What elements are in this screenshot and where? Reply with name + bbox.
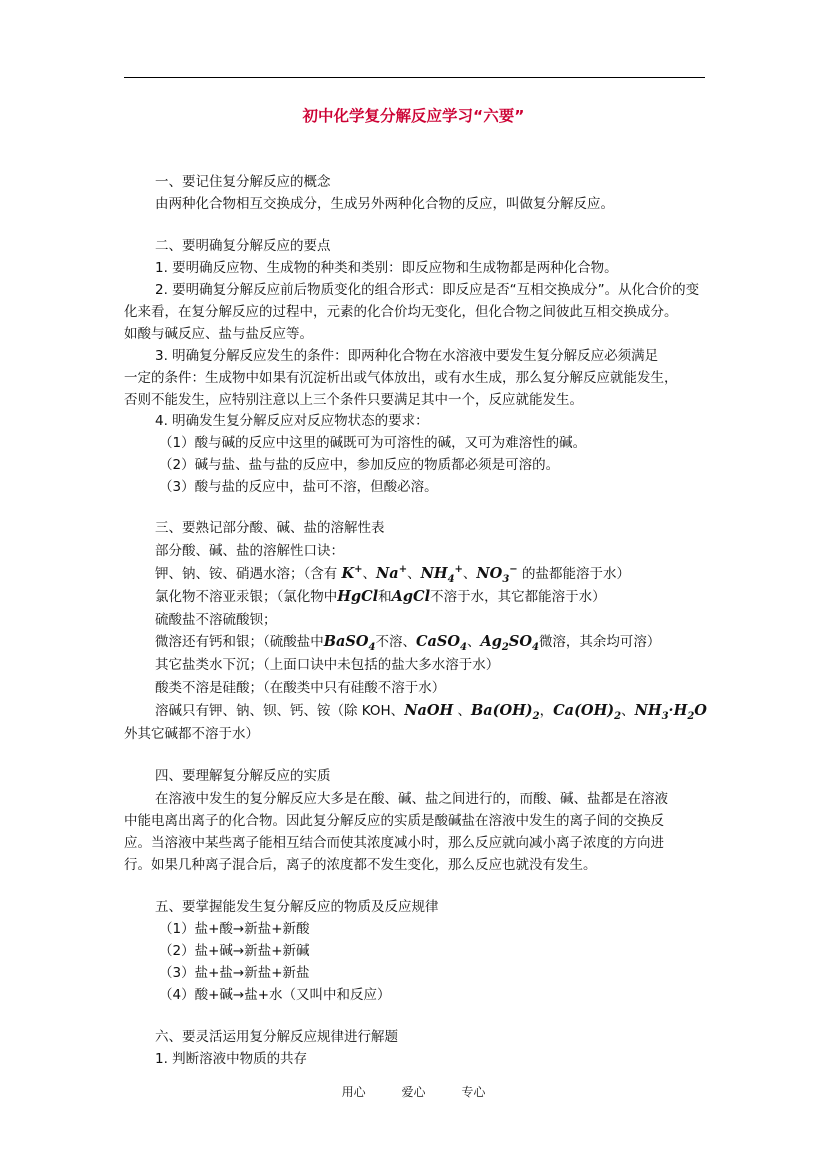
section-4-line-1: 在溶液中发生的复分解反应大多是在酸、碱、盐之间进行的，而酸、碱、盐都是在溶液	[155, 791, 668, 807]
mnemonic-line-4-text: 微溶还有钙和银；（硫酸盐中	[155, 634, 324, 650]
mnemonic-line-3: 硫酸盐不溶硫酸钡；	[155, 612, 277, 628]
section-4-line-2: 中能电离出离子的化合物。因此复分解反应的实质是酸碱盐在溶液中发生的离子间的交换反	[124, 813, 664, 829]
section-5-heading: 五、要掌握能发生复分解反应的物质及反应规律	[155, 899, 439, 915]
footer-word-2: 爱心	[401, 1085, 426, 1099]
section-6-point-1: 1. 判断溶液中物质的共存	[155, 1051, 308, 1067]
section-2-point-2-line-2: 化来看，在复分解反应的过程中，元素的化合价均无变化，但化合物之间彼此互相交换成分。	[124, 304, 678, 320]
and-word: 和	[378, 589, 392, 605]
rule-1: （1）盐+酸→新盐+新酸	[159, 921, 310, 937]
section-2-point-4: 4. 明确发生复分解反应对反应物状态的要求：	[155, 413, 429, 429]
formula-nh3-h2o: $NH_3\cdot H_2O$	[634, 702, 707, 722]
section-1-body: 由两种化合物相互交换成分，生成另外两种化合物的反应，叫做复分解反应。	[155, 196, 614, 212]
section-3-heading: 三、要熟记部分酸、碱、盐的溶解性表	[155, 520, 385, 536]
formula-caoh2: $Ca(OH)_2$	[553, 702, 622, 722]
section-2-point-4-item-2: （2）碱与盐、盐与盐的反应中，参加反应的物质都必须是可溶的。	[159, 457, 560, 473]
mnemonic-line-7: 溶碱只有钾、钠、钡、钙、铵（除 KOH、NaOH 、$Ba(OH)_2$，$Ca(OH)_2$、$NH_3\cdot H_2O$	[155, 702, 707, 722]
mnemonic-line-2-text: 氯化物不溶亚汞银；（氯化物中	[155, 589, 338, 605]
formula-agcl: AgCl	[391, 588, 431, 605]
section-2-point-3-line-1: 3. 明确复分解反应发生的条件：即两种化合物在水溶液中要发生复分解反应必须满足	[155, 348, 659, 364]
section-4-heading: 四、要理解复分解反应的实质	[155, 768, 331, 784]
section-6-heading: 六、要灵活运用复分解反应规律进行解题	[155, 1029, 398, 1045]
mnemonic-line-4-mid: 不溶、	[375, 634, 416, 650]
mnemonic-line-4: 微溶还有钙和银；（硫酸盐中BaSO$_4$不溶、CaSO$_4$、$Ag_2SO_4$微溶，其余均可溶）	[155, 633, 661, 653]
formula-caso4: CaSO$_4$	[415, 633, 467, 653]
document-title: 初中化学复分解反应学习“六要”	[302, 107, 525, 125]
formula-potassium-ion: K+	[341, 564, 363, 582]
formula-sodium-ion: Na+	[376, 564, 408, 582]
section-1-heading: 一、要记住复分解反应的概念	[155, 174, 331, 190]
rule-4: （4）酸+碱→盐+水（又叫中和反应）	[159, 987, 391, 1003]
mnemonic-line-1-text: 钾、钠、铵、硝遇水溶；（含有	[155, 566, 338, 582]
section-4-line-3: 应。当溶液中某些离子能相互结合而使其浓度减小时，那么反应就向减小离子浓度的方向进	[124, 835, 664, 851]
section-2-heading: 二、要明确复分解反应的要点	[155, 238, 331, 254]
section-4-line-4: 行。如果几种离子混合后，离子的浓度都不发生变化，那么反应也就没有发生。	[124, 857, 597, 873]
footer-word-3: 专心	[461, 1085, 486, 1099]
mnemonic-line-5: 其它盐类水下沉；（上面口诀中未包括的盐大多水溶于水）	[155, 657, 500, 673]
formula-ag2so4: $Ag_2SO_4$	[480, 633, 539, 653]
formula-hgcl: HgCl	[337, 588, 379, 605]
mnemonic-line-6: 酸类不溶是硅酸；（在酸类中只有硅酸不溶于水）	[155, 680, 446, 696]
footer-word-1: 用心	[341, 1085, 366, 1099]
mnemonic-line-1-tail: 的盐都能溶于水）	[521, 566, 630, 582]
section-2-point-2-line-3: 如酸与碱反应、盐与盐反应等。	[124, 326, 313, 342]
rule-3: （3）盐+盐→新盐+新盐	[159, 965, 310, 981]
section-2-point-3-line-2: 一定的条件：生成物中如果有沉淀析出或气体放出，或有水生成，那么复分解反应就能发生，	[124, 370, 678, 386]
formula-nitrate-ion: $NO_3^-$	[476, 564, 518, 585]
formula-baso4: BaSO$_4$	[323, 633, 376, 653]
section-3-intro: 部分酸、碱、盐的溶解性口诀：	[155, 543, 344, 559]
page-footer	[0, 1083, 827, 1100]
section-2-point-1: 1. 要明确反应物、生成物的种类和类别：即反应物和生成物都是两种化合物。	[155, 260, 618, 276]
section-2-point-4-item-3: （3）酸与盐的反应中，盐可不溶，但酸必溶。	[159, 479, 438, 495]
formula-naoh: NaOH	[404, 702, 454, 719]
header-rule	[124, 77, 705, 78]
mnemonic-line-7-text: 溶碱只有钾、钠、钡、钙、铵（除 KOH、	[155, 703, 405, 719]
mnemonic-line-1: 钾、钠、铵、硝遇水溶；（含有 K+、Na+、$NH_4^+$、$NO_3^-$ 的盐都能溶于水）	[155, 564, 630, 585]
formula-baoh2: $Ba(OH)_2$	[470, 702, 540, 722]
rule-2: （2）盐+碱→新盐+新碱	[159, 943, 310, 959]
mnemonic-line-8: 外其它碱都不溶于水）	[124, 726, 259, 742]
mnemonic-line-2-tail: 不溶于水，其它都能溶于水）	[430, 589, 606, 605]
section-2-point-2-line-1: 2. 要明确复分解反应前后物质变化的组合形式：即反应是否“互相交换成分”。从化合价的变	[155, 282, 700, 298]
formula-ammonium-ion: $NH_4^+$	[420, 564, 463, 585]
section-2-point-3-line-3: 否则不能发生，应特别注意以上三个条件只要满足其中一个，反应就能发生。	[124, 392, 583, 408]
section-2-point-4-item-1: （1）酸与碱的反应中这里的碱既可为可溶性的碱，又可为难溶性的碱。	[159, 435, 587, 451]
mnemonic-line-2	[155, 587, 606, 607]
mnemonic-line-4-tail: 微溶，其余均可溶）	[538, 634, 661, 650]
